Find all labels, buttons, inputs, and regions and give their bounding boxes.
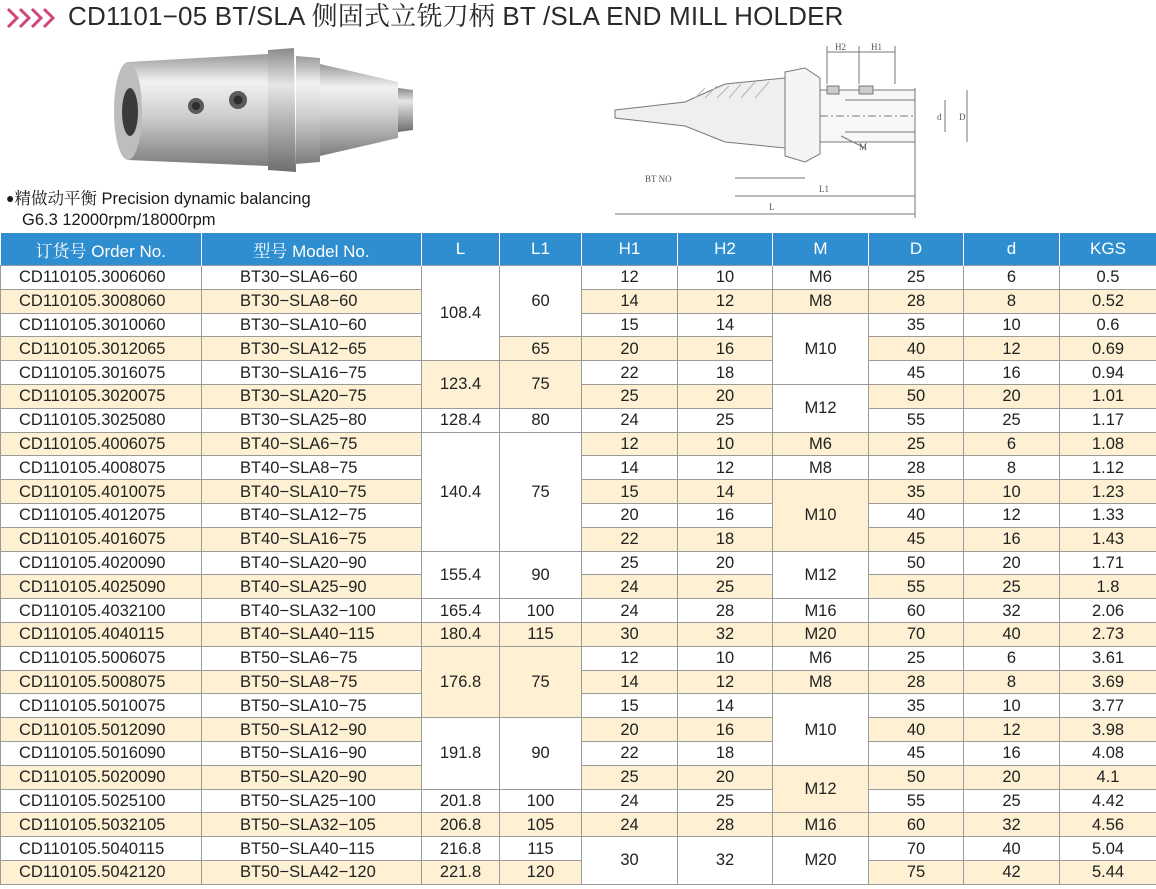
cell-order-no: CD110105.3020075 xyxy=(1,384,202,408)
cell-kgs: 4.56 xyxy=(1060,813,1156,837)
cell-d-small: 32 xyxy=(964,813,1060,837)
cell-h1: 20 xyxy=(582,718,678,742)
cell-order-no: CD110105.4006075 xyxy=(1,432,202,456)
cell-kgs: 0.94 xyxy=(1060,361,1156,385)
cell-h1: 14 xyxy=(582,670,678,694)
cell-model-no: BT30−SLA25−80 xyxy=(202,408,422,432)
dim-label-d-small: d xyxy=(937,112,942,122)
cell-d-big: 55 xyxy=(869,408,964,432)
cell-m: M10 xyxy=(773,313,869,384)
cell-l: 206.8 xyxy=(422,813,500,837)
table-row xyxy=(1,551,1156,575)
cell-d-big: 50 xyxy=(869,384,964,408)
cell-d-small: 12 xyxy=(964,718,1060,742)
cell-h2: 14 xyxy=(678,480,773,504)
cell-model-no: BT40−SLA40−115 xyxy=(202,622,422,646)
cell-order-no: CD110105.3012065 xyxy=(1,337,202,361)
cell-kgs: 1.23 xyxy=(1060,480,1156,504)
technical-drawing xyxy=(605,38,985,220)
cell-l1: 115 xyxy=(500,622,582,646)
cell-h2: 28 xyxy=(678,813,773,837)
cell-d-small: 20 xyxy=(964,384,1060,408)
cell-order-no: CD110105.3006060 xyxy=(1,266,202,290)
cell-m: M10 xyxy=(773,694,869,765)
cell-order-no: CD110105.5025100 xyxy=(1,789,202,813)
cell-order-no: CD110105.4020090 xyxy=(1,551,202,575)
cell-h1: 15 xyxy=(582,313,678,337)
cell-d-small: 42 xyxy=(964,860,1060,884)
table-row xyxy=(1,813,1156,837)
cell-model-no: BT40−SLA8−75 xyxy=(202,456,422,480)
col-header-d-big: D xyxy=(869,233,964,266)
cell-m: M10 xyxy=(773,480,869,551)
cell-d-small: 10 xyxy=(964,313,1060,337)
cell-d-big: 35 xyxy=(869,313,964,337)
cell-kgs: 4.42 xyxy=(1060,789,1156,813)
cell-model-no: BT40−SLA25−90 xyxy=(202,575,422,599)
cell-d-small: 25 xyxy=(964,408,1060,432)
cell-h2: 14 xyxy=(678,694,773,718)
cell-h2: 25 xyxy=(678,789,773,813)
cell-d-big: 40 xyxy=(869,337,964,361)
cell-d-big: 25 xyxy=(869,266,964,290)
spec-table xyxy=(0,233,1156,885)
table-row xyxy=(1,789,1156,813)
cell-d-small: 40 xyxy=(964,837,1060,861)
dim-label-h2: H2 xyxy=(835,42,846,52)
cell-m: M6 xyxy=(773,266,869,290)
cell-h1: 12 xyxy=(582,432,678,456)
cell-m: M20 xyxy=(773,837,869,885)
cell-kgs: 4.08 xyxy=(1060,741,1156,765)
cell-l1: 100 xyxy=(500,599,582,623)
cell-d-small: 6 xyxy=(964,432,1060,456)
cell-model-no: BT30−SLA10−60 xyxy=(202,313,422,337)
dim-label-l: L xyxy=(769,202,775,212)
cell-m: M8 xyxy=(773,456,869,480)
cell-order-no: CD110105.4016075 xyxy=(1,527,202,551)
cell-kgs: 3.69 xyxy=(1060,670,1156,694)
cell-kgs: 1.08 xyxy=(1060,432,1156,456)
cell-d-small: 10 xyxy=(964,480,1060,504)
cell-d-big: 60 xyxy=(869,599,964,623)
cell-h2: 10 xyxy=(678,432,773,456)
cell-d-big: 35 xyxy=(869,480,964,504)
table-header-row xyxy=(1,233,1156,266)
dim-label-l1: L1 xyxy=(819,184,829,194)
cell-model-no: BT40−SLA10−75 xyxy=(202,480,422,504)
cell-h2: 12 xyxy=(678,456,773,480)
cell-l: 201.8 xyxy=(422,789,500,813)
cell-h1: 25 xyxy=(582,551,678,575)
col-header-kgs: KGS xyxy=(1060,233,1156,266)
cell-l: 128.4 xyxy=(422,408,500,432)
cell-order-no: CD110105.4025090 xyxy=(1,575,202,599)
cell-h2: 10 xyxy=(678,266,773,290)
cell-d-big: 28 xyxy=(869,670,964,694)
cell-h1: 22 xyxy=(582,527,678,551)
cell-h1: 12 xyxy=(582,646,678,670)
cell-model-no: BT50−SLA6−75 xyxy=(202,646,422,670)
cell-d-small: 6 xyxy=(964,646,1060,670)
cell-d-small: 25 xyxy=(964,575,1060,599)
cell-m: M16 xyxy=(773,599,869,623)
cell-h2: 14 xyxy=(678,313,773,337)
cell-h1: 24 xyxy=(582,813,678,837)
triple-chevron-icon xyxy=(6,6,62,30)
cell-h1: 24 xyxy=(582,789,678,813)
cell-d-big: 28 xyxy=(869,289,964,313)
cell-order-no: CD110105.5008075 xyxy=(1,670,202,694)
cell-d-small: 25 xyxy=(964,789,1060,813)
cell-h2: 12 xyxy=(678,289,773,313)
cell-kgs: 0.69 xyxy=(1060,337,1156,361)
cell-model-no: BT30−SLA16−75 xyxy=(202,361,422,385)
col-header-h1: H1 xyxy=(582,233,678,266)
cell-h1: 24 xyxy=(582,599,678,623)
table-row xyxy=(1,646,1156,670)
cell-h2: 25 xyxy=(678,408,773,432)
cell-model-no: BT40−SLA6−75 xyxy=(202,432,422,456)
cell-m: M20 xyxy=(773,622,869,646)
cell-h2: 32 xyxy=(678,837,773,885)
cell-model-no: BT50−SLA10−75 xyxy=(202,694,422,718)
cell-d-big: 55 xyxy=(869,575,964,599)
col-header-model: 型号 Model No. xyxy=(202,233,422,266)
dim-label-h1: H1 xyxy=(871,42,882,52)
cell-model-no: BT40−SLA16−75 xyxy=(202,527,422,551)
cell-d-big: 60 xyxy=(869,813,964,837)
cell-model-no: BT50−SLA12−90 xyxy=(202,718,422,742)
cell-kgs: 1.71 xyxy=(1060,551,1156,575)
cell-d-small: 16 xyxy=(964,361,1060,385)
cell-l1: 115 xyxy=(500,837,582,861)
cell-model-no: BT30−SLA12−65 xyxy=(202,337,422,361)
cell-h1: 24 xyxy=(582,408,678,432)
cell-d-big: 75 xyxy=(869,860,964,884)
cell-h1: 30 xyxy=(582,837,678,885)
cell-model-no: BT30−SLA6−60 xyxy=(202,266,422,290)
cell-l1: 65 xyxy=(500,337,582,361)
cell-l: 165.4 xyxy=(422,599,500,623)
cell-d-small: 20 xyxy=(964,765,1060,789)
cell-l1: 60 xyxy=(500,266,582,337)
cell-kgs: 3.98 xyxy=(1060,718,1156,742)
cell-d-big: 40 xyxy=(869,718,964,742)
cell-d-big: 50 xyxy=(869,765,964,789)
cell-h1: 12 xyxy=(582,266,678,290)
cell-d-small: 20 xyxy=(964,551,1060,575)
cell-h2: 10 xyxy=(678,646,773,670)
feature-text xyxy=(6,188,311,231)
table-row xyxy=(1,408,1156,432)
cell-order-no: CD110105.4032100 xyxy=(1,599,202,623)
cell-kgs: 5.44 xyxy=(1060,860,1156,884)
cell-kgs: 2.73 xyxy=(1060,622,1156,646)
cell-h2: 16 xyxy=(678,337,773,361)
cell-kgs: 0.5 xyxy=(1060,266,1156,290)
cell-kgs: 1.17 xyxy=(1060,408,1156,432)
cell-m: M6 xyxy=(773,432,869,456)
col-header-order: 订货号 Order No. xyxy=(1,233,202,266)
table-row xyxy=(1,622,1156,646)
cell-kgs: 5.04 xyxy=(1060,837,1156,861)
cell-l: 155.4 xyxy=(422,551,500,599)
cell-model-no: BT30−SLA20−75 xyxy=(202,384,422,408)
cell-h1: 20 xyxy=(582,503,678,527)
cell-kgs: 3.61 xyxy=(1060,646,1156,670)
cell-m: M12 xyxy=(773,551,869,599)
cell-d-small: 8 xyxy=(964,670,1060,694)
cell-order-no: CD110105.3016075 xyxy=(1,361,202,385)
cell-h1: 25 xyxy=(582,384,678,408)
bullet-icon: ● xyxy=(6,190,15,206)
cell-kgs: 2.06 xyxy=(1060,599,1156,623)
cell-d-small: 10 xyxy=(964,694,1060,718)
cell-kgs: 1.01 xyxy=(1060,384,1156,408)
cell-kgs: 3.77 xyxy=(1060,694,1156,718)
cell-d-small: 8 xyxy=(964,289,1060,313)
cell-l1: 80 xyxy=(500,408,582,432)
cell-l: 180.4 xyxy=(422,622,500,646)
col-header-l1: L1 xyxy=(500,233,582,266)
cell-h1: 15 xyxy=(582,694,678,718)
cell-l1: 90 xyxy=(500,551,582,599)
cell-model-no: BT30−SLA8−60 xyxy=(202,289,422,313)
cell-order-no: CD110105.5006075 xyxy=(1,646,202,670)
cell-d-big: 45 xyxy=(869,361,964,385)
cell-h1: 25 xyxy=(582,765,678,789)
cell-kgs: 0.6 xyxy=(1060,313,1156,337)
cell-h1: 20 xyxy=(582,337,678,361)
dim-label-d-big: D xyxy=(959,112,966,122)
cell-model-no: BT50−SLA25−100 xyxy=(202,789,422,813)
cell-model-no: BT40−SLA20−90 xyxy=(202,551,422,575)
cell-l: 140.4 xyxy=(422,432,500,551)
cell-h1: 22 xyxy=(582,741,678,765)
cell-kgs: 1.12 xyxy=(1060,456,1156,480)
cell-model-no: BT50−SLA42−120 xyxy=(202,860,422,884)
cell-kgs: 1.33 xyxy=(1060,503,1156,527)
cell-d-small: 16 xyxy=(964,527,1060,551)
dim-label-m: M xyxy=(859,142,868,152)
cell-order-no: CD110105.4040115 xyxy=(1,622,202,646)
table-row xyxy=(1,361,1156,385)
cell-d-big: 70 xyxy=(869,622,964,646)
cell-h2: 28 xyxy=(678,599,773,623)
cell-model-no: BT50−SLA32−105 xyxy=(202,813,422,837)
col-header-l: L xyxy=(422,233,500,266)
cell-order-no: CD110105.5020090 xyxy=(1,765,202,789)
cell-d-big: 45 xyxy=(869,741,964,765)
cell-d-big: 70 xyxy=(869,837,964,861)
cell-order-no: CD110105.3008060 xyxy=(1,289,202,313)
cell-kgs: 1.8 xyxy=(1060,575,1156,599)
cell-l1: 105 xyxy=(500,813,582,837)
cell-d-big: 35 xyxy=(869,694,964,718)
cell-order-no: CD110105.5012090 xyxy=(1,718,202,742)
cell-model-no: BT50−SLA20−90 xyxy=(202,765,422,789)
table-row xyxy=(1,266,1156,290)
cell-kgs: 0.52 xyxy=(1060,289,1156,313)
cell-d-big: 55 xyxy=(869,789,964,813)
cell-h2: 20 xyxy=(678,551,773,575)
cell-order-no: CD110105.5042120 xyxy=(1,860,202,884)
cell-model-no: BT50−SLA40−115 xyxy=(202,837,422,861)
cell-d-big: 40 xyxy=(869,503,964,527)
cell-order-no: CD110105.3010060 xyxy=(1,313,202,337)
cell-d-small: 32 xyxy=(964,599,1060,623)
cell-order-no: CD110105.4010075 xyxy=(1,480,202,504)
cell-order-no: CD110105.5040115 xyxy=(1,837,202,861)
cell-l1: 75 xyxy=(500,646,582,717)
cell-h2: 20 xyxy=(678,384,773,408)
cell-d-big: 45 xyxy=(869,527,964,551)
cell-model-no: BT40−SLA32−100 xyxy=(202,599,422,623)
cell-d-small: 16 xyxy=(964,741,1060,765)
cell-order-no: CD110105.3025080 xyxy=(1,408,202,432)
col-header-h2: H2 xyxy=(678,233,773,266)
cell-model-no: BT40−SLA12−75 xyxy=(202,503,422,527)
cell-h1: 22 xyxy=(582,361,678,385)
cell-l1: 75 xyxy=(500,432,582,551)
cell-order-no: CD110105.4012075 xyxy=(1,503,202,527)
cell-m: M6 xyxy=(773,646,869,670)
cell-l: 216.8 xyxy=(422,837,500,861)
cell-l: 176.8 xyxy=(422,646,500,717)
cell-h1: 30 xyxy=(582,622,678,646)
cell-h2: 18 xyxy=(678,361,773,385)
cell-d-small: 12 xyxy=(964,503,1060,527)
table-row xyxy=(1,432,1156,456)
table-row xyxy=(1,718,1156,742)
cell-kgs: 1.43 xyxy=(1060,527,1156,551)
cell-l1: 100 xyxy=(500,789,582,813)
cell-m: M8 xyxy=(773,289,869,313)
cell-order-no: CD110105.4008075 xyxy=(1,456,202,480)
cell-d-small: 8 xyxy=(964,456,1060,480)
cell-l1: 75 xyxy=(500,361,582,409)
cell-d-big: 28 xyxy=(869,456,964,480)
table-row xyxy=(1,860,1156,884)
cell-m: M12 xyxy=(773,384,869,432)
cell-d-small: 12 xyxy=(964,337,1060,361)
cell-h1: 24 xyxy=(582,575,678,599)
cell-d-big: 25 xyxy=(869,432,964,456)
cell-h2: 16 xyxy=(678,503,773,527)
cell-l1: 120 xyxy=(500,860,582,884)
cell-h1: 14 xyxy=(582,456,678,480)
cell-h1: 14 xyxy=(582,289,678,313)
product-photo xyxy=(108,44,418,176)
col-header-m: M xyxy=(773,233,869,266)
cell-m: M8 xyxy=(773,670,869,694)
cell-h1: 15 xyxy=(582,480,678,504)
cell-h2: 20 xyxy=(678,765,773,789)
cell-order-no: CD110105.5032105 xyxy=(1,813,202,837)
cell-d-small: 40 xyxy=(964,622,1060,646)
cell-l: 191.8 xyxy=(422,718,500,789)
cell-l: 123.4 xyxy=(422,361,500,409)
cell-kgs: 4.1 xyxy=(1060,765,1156,789)
cell-h2: 18 xyxy=(678,527,773,551)
cell-h2: 16 xyxy=(678,718,773,742)
table-row xyxy=(1,337,1156,361)
cell-h2: 32 xyxy=(678,622,773,646)
page-title: CD1101−05 BT/SLA 侧固式立铣刀柄 BT /SLA END MILL HOLDER xyxy=(68,1,844,31)
cell-d-big: 25 xyxy=(869,646,964,670)
cell-order-no: CD110105.5010075 xyxy=(1,694,202,718)
cell-m: M16 xyxy=(773,813,869,837)
cell-d-small: 6 xyxy=(964,266,1060,290)
cell-order-no: CD110105.5016090 xyxy=(1,741,202,765)
table-row xyxy=(1,599,1156,623)
cell-d-big: 50 xyxy=(869,551,964,575)
title-bar xyxy=(0,0,1156,36)
cell-model-no: BT50−SLA16−90 xyxy=(202,741,422,765)
cell-h2: 25 xyxy=(678,575,773,599)
table-row xyxy=(1,837,1156,861)
cell-h2: 18 xyxy=(678,741,773,765)
cell-l: 108.4 xyxy=(422,266,500,361)
feature-line-1: 精做动平衡 Precision dynamic balancing xyxy=(14,190,311,208)
feature-line-2: G6.3 12000rpm/18000rpm xyxy=(22,211,216,229)
cell-l1: 90 xyxy=(500,718,582,789)
cell-m: M12 xyxy=(773,765,869,813)
dim-label-btno: BT NO xyxy=(645,174,672,184)
cell-model-no: BT50−SLA8−75 xyxy=(202,670,422,694)
col-header-d-small: d xyxy=(964,233,1060,266)
cell-l: 221.8 xyxy=(422,860,500,884)
cell-h2: 12 xyxy=(678,670,773,694)
